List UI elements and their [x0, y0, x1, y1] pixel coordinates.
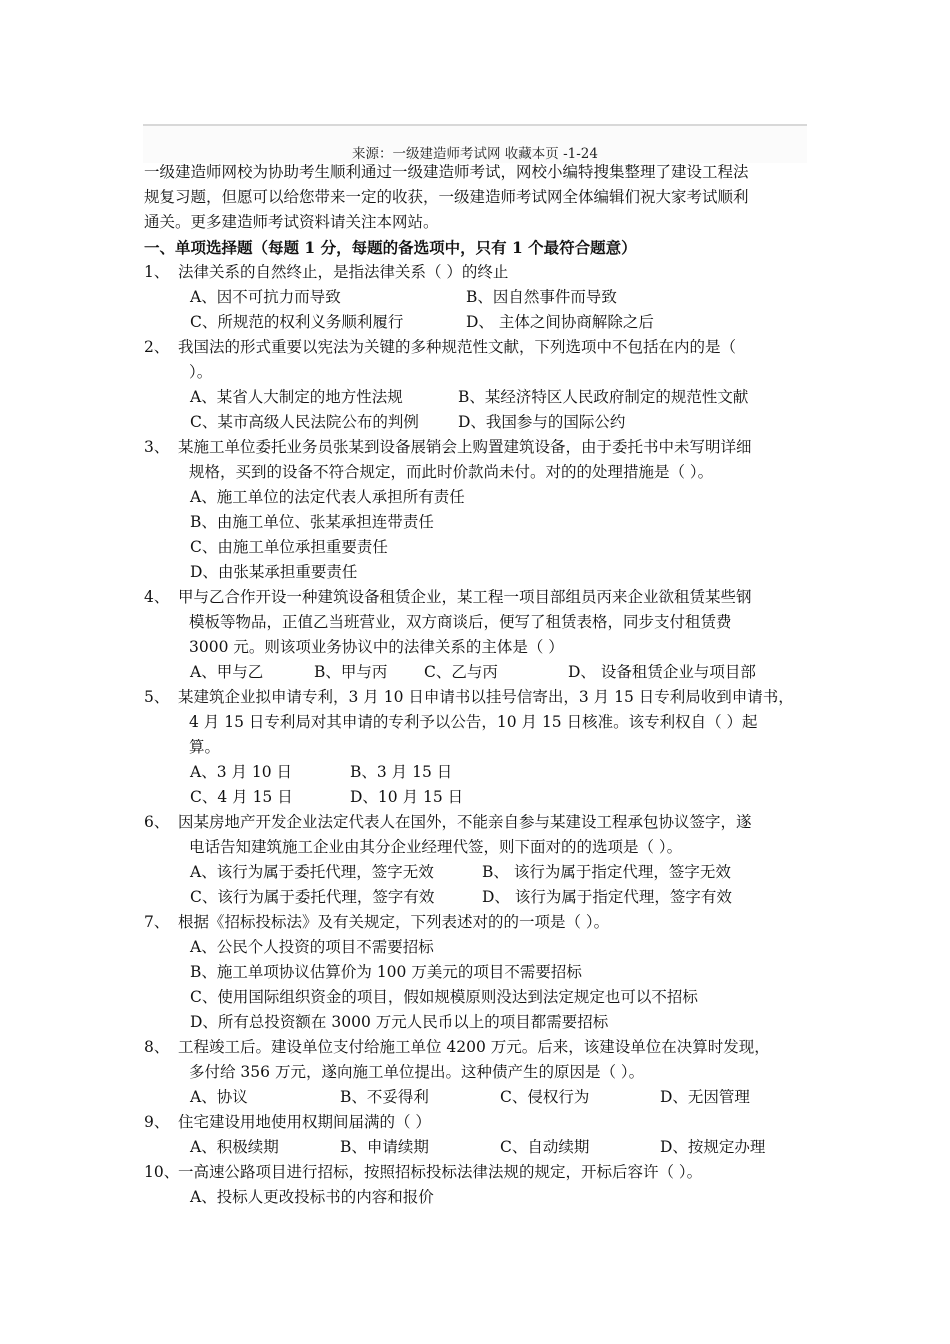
intro-line: 一级建造师网校为协助考生顺利通过一级建造师考试，网校小编特搜集整理了建设工程法 — [144, 163, 749, 181]
question-text: 算。 — [189, 738, 221, 756]
option-row — [144, 1135, 808, 1160]
question-number: 6、 — [144, 813, 170, 831]
option: A、3 月 10 日 — [190, 763, 293, 781]
option: C、4 月 15 日 — [190, 788, 293, 806]
question-block — [144, 435, 808, 585]
question-line — [144, 710, 808, 735]
option-row — [144, 985, 808, 1010]
document-body — [144, 160, 808, 1210]
option: C、自动续期 — [500, 1138, 590, 1156]
question-block — [144, 685, 808, 810]
question-number: 9、 — [144, 1113, 170, 1131]
question-line — [144, 585, 808, 610]
option-row — [144, 485, 808, 510]
question-block — [144, 1035, 808, 1110]
question-number: 5、 — [144, 688, 170, 706]
page-header — [143, 124, 807, 163]
option-row — [144, 760, 808, 785]
question-text: 根据《招标投标法》及有关规定，下列表述对的的一项是（ ）。 — [178, 913, 610, 931]
question-line — [144, 335, 808, 360]
question-text: 工程竣工后。建设单位支付给施工单位 4200 万元。后来，该建设单位在决算时发现， — [178, 1038, 770, 1056]
question-line — [144, 1035, 808, 1060]
question-line — [144, 610, 808, 635]
source-line: 来源：一级建造师考试网 收藏本页 -1-24 — [352, 146, 598, 162]
option: A、协议 — [190, 1088, 248, 1106]
intro-line: 通关。更多建造师考试资料请关注本网站。 — [144, 213, 439, 231]
option: A、因不可抗力而导致 — [190, 288, 341, 306]
option-row — [144, 410, 808, 435]
option-row — [144, 1010, 808, 1035]
intro-line: 规复习题，但愿可以给您带来一定的收获，一级建造师考试网全体编辑们祝大家考试顺利 — [144, 188, 749, 206]
option: B、3 月 15 日 — [350, 763, 453, 781]
question-number: 8、 — [144, 1038, 170, 1056]
option: C、所规范的权利义务顺利履行 — [190, 313, 404, 331]
option: D、由张某承担重要责任 — [190, 563, 358, 581]
question-text: 电话告知建筑施工企业由其分企业经理代签，则下面对的的选项是（ ）。 — [189, 838, 683, 856]
question-text: ）。 — [189, 363, 213, 381]
option: D、我国参与的国际公约 — [458, 413, 626, 431]
question-text: 3000 元。则该项业务协议中的法律关系的主体是（ ） — [189, 638, 564, 656]
option: B、 该行为属于指定代理，签字无效 — [482, 863, 731, 881]
question-line — [144, 1160, 808, 1185]
question-number: 2、 — [144, 338, 170, 356]
option: D、 主体之间协商解除之后 — [466, 313, 654, 331]
option: A、施工单位的法定代表人承担所有责任 — [190, 488, 465, 506]
question-block — [144, 810, 808, 910]
option-row — [144, 510, 808, 535]
option: C、使用国际组织资金的项目，假如规模原则没达到法定规定也可以不招标 — [190, 988, 698, 1006]
option: B、甲与丙 — [314, 663, 388, 681]
option: C、该行为属于委托代理，签字有效 — [190, 888, 435, 906]
option: D、 设备租赁企业与项目部 — [568, 663, 756, 681]
question-text: 规格，买到的设备不符合规定，而此时价款尚未付。对的的处理措施是（ ）。 — [189, 463, 714, 481]
option-row — [144, 1185, 808, 1210]
option: D、所有总投资额在 3000 万元人民币以上的项目都需要招标 — [190, 1013, 609, 1031]
question-block — [144, 335, 808, 435]
option-row — [144, 1085, 808, 1110]
question-line — [144, 435, 808, 460]
question-number: 7、 — [144, 913, 170, 931]
question-number: 10、 — [144, 1163, 180, 1181]
question-line — [144, 460, 808, 485]
question-line — [144, 260, 808, 285]
question-text: 多付给 356 万元，遂向施工单位提出。这种债产生的原因是（ ）。 — [189, 1063, 645, 1081]
option: D、 该行为属于指定代理，签字有效 — [482, 888, 732, 906]
option-row — [144, 285, 808, 310]
option: C、侵权行为 — [500, 1088, 590, 1106]
question-text: 我国法的形式重要以宪法为关键的多种规范性文献，下列选项中不包括在内的是（ — [178, 338, 737, 356]
option-row — [144, 785, 808, 810]
option-row — [144, 535, 808, 560]
question-text: 法律关系的自然终止，是指法律关系（ ）的终止 — [178, 263, 509, 281]
question-text: 模板等物品，正值乙当班营业，双方商谈后，便写了租赁表格，同步支付租赁费 — [189, 613, 732, 631]
option: D、10 月 15 日 — [350, 788, 464, 806]
option: A、投标人更改投标书的内容和报价 — [190, 1188, 434, 1206]
option: D、按规定办理 — [660, 1138, 766, 1156]
question-line — [144, 635, 808, 660]
question-line — [144, 685, 808, 710]
option-row — [144, 385, 808, 410]
option-row — [144, 860, 808, 885]
question-line — [144, 1110, 808, 1135]
option: C、乙与丙 — [424, 663, 498, 681]
question-line — [144, 810, 808, 835]
option: B、某经济特区人民政府制定的规范性文献 — [458, 388, 749, 406]
option: A、积极续期 — [190, 1138, 279, 1156]
question-line — [144, 835, 808, 860]
section-title: 一、单项选择题（每题 1 分，每题的备选项中，只有 1 个最符合题意） — [144, 238, 637, 257]
option-row — [144, 885, 808, 910]
question-number: 3、 — [144, 438, 170, 456]
option: A、公民个人投资的项目不需要招标 — [190, 938, 434, 956]
question-text: 因某房地产开发企业法定代表人在国外，不能亲自参与某建设工程承包协议签字，遂 — [178, 813, 752, 831]
question-block — [144, 260, 808, 335]
option-row — [144, 560, 808, 585]
question-block — [144, 1110, 808, 1160]
option-row — [144, 310, 808, 335]
question-block — [144, 910, 808, 1035]
option-row — [144, 935, 808, 960]
option: B、因自然事件而导致 — [466, 288, 617, 306]
option: A、甲与乙 — [190, 663, 264, 681]
option: C、由施工单位承担重要责任 — [190, 538, 388, 556]
option: B、申请续期 — [340, 1138, 429, 1156]
option: D、无因管理 — [660, 1088, 750, 1106]
question-line — [144, 360, 808, 385]
option-row — [144, 660, 808, 685]
option: B、由施工单位、张某承担连带责任 — [190, 513, 434, 531]
question-line — [144, 735, 808, 760]
question-text: 某施工单位委托业务员张某到设备展销会上购置建筑设备，由于委托书中未写明详细 — [178, 438, 752, 456]
option: C、某市高级人民法院公布的判例 — [190, 413, 419, 431]
question-text: 某建筑企业拟申请专利，3 月 10 日申请书以挂号信寄出，3 月 15 日专利局收到申请书， — [178, 688, 794, 706]
option: A、该行为属于委托代理，签字无效 — [190, 863, 434, 881]
option: B、不妥得利 — [340, 1088, 429, 1106]
question-line — [144, 910, 808, 935]
question-text: 一高速公路项目进行招标，按照招标投标法律法规的规定，开标后容许（ ）。 — [178, 1163, 703, 1181]
option: A、某省人大制定的地方性法规 — [190, 388, 403, 406]
option-row — [144, 960, 808, 985]
question-line — [144, 1060, 808, 1085]
question-text: 甲与乙合作开设一种建筑设备租赁企业，某工程一项目部组员丙来企业欲租赁某些钢 — [178, 588, 752, 606]
question-number: 4、 — [144, 588, 170, 606]
question-block — [144, 1160, 808, 1210]
question-number: 1、 — [144, 263, 170, 281]
question-text: 住宅建设用地使用权期间届满的（ ） — [178, 1113, 431, 1131]
question-list — [144, 260, 808, 1210]
question-text: 4 月 15 日专利局对其申请的专利予以公告，10 月 15 日核准。该专利权自（ ）起 — [189, 713, 758, 731]
question-block — [144, 585, 808, 685]
option: B、施工单项协议估算价为 100 万美元的项目不需要招标 — [190, 963, 582, 981]
